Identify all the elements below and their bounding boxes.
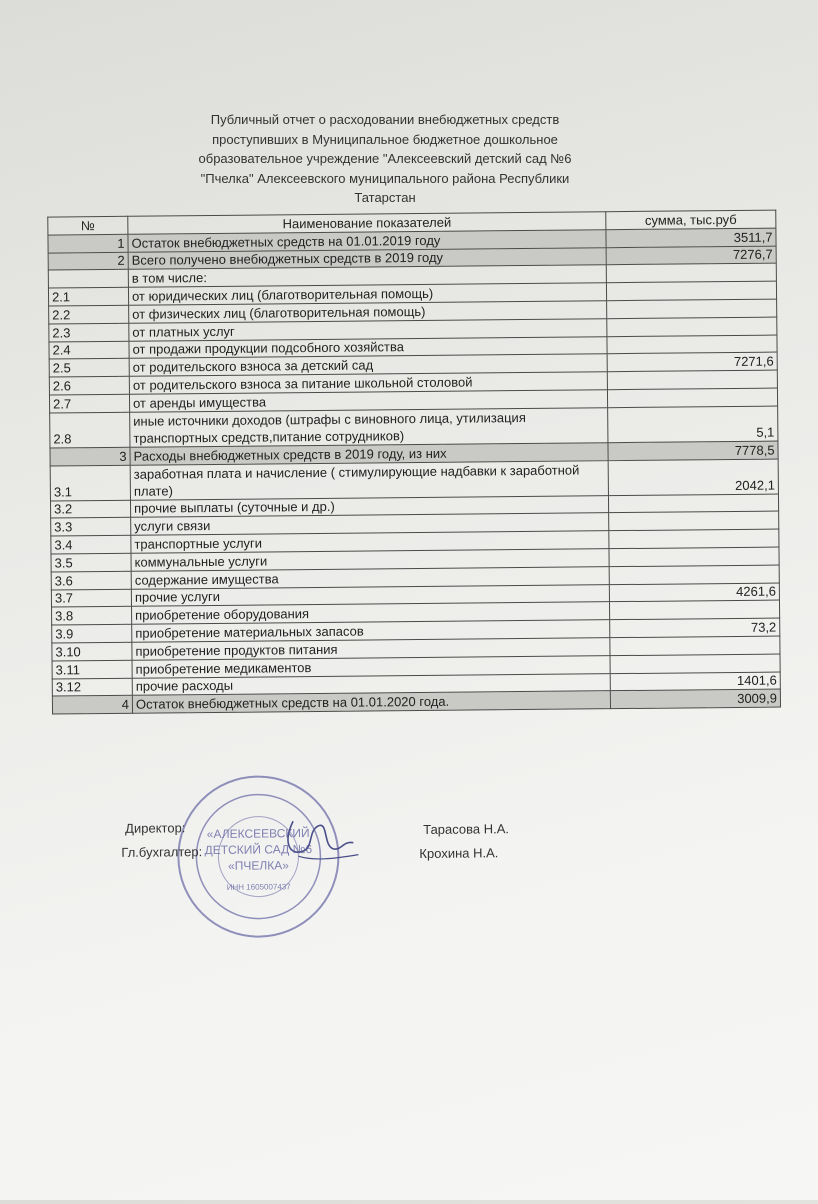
row-number: 3.2 bbox=[50, 500, 130, 519]
row-number: 3.10 bbox=[52, 642, 132, 661]
row-number: 2.8 bbox=[50, 412, 130, 448]
header-sum: сумма, тыс.руб bbox=[606, 210, 776, 229]
row-name: заработная плата и начисление ( стимулирующие надбавки к заработной плате) bbox=[130, 460, 608, 500]
row-name: Остаток внебюджетных средств на 01.01.2019 году bbox=[128, 229, 606, 251]
title-line: проступивших в Муниципальное бюджетное дошкольное bbox=[212, 131, 558, 147]
row-sum: 7778,5 bbox=[608, 441, 778, 460]
row-name: в том числе: bbox=[128, 265, 606, 287]
row-name: приобретение оборудования bbox=[132, 602, 610, 624]
director-label: Директор: bbox=[125, 820, 186, 836]
row-name: Всего получено внебюджетных средств в 2019 году bbox=[128, 247, 606, 269]
row-sum bbox=[607, 388, 777, 407]
row-name: от продажи продукции подсобного хозяйства bbox=[129, 336, 607, 358]
row-number: 2.1 bbox=[48, 287, 128, 306]
stamp-line-1: «АЛЕКСЕЕВСКИЙ bbox=[206, 826, 310, 842]
row-number: 3.5 bbox=[51, 553, 131, 572]
row-name: от аренды имущества bbox=[129, 390, 607, 412]
row-sum bbox=[607, 317, 777, 336]
row-sum bbox=[608, 494, 778, 513]
row-number bbox=[48, 270, 128, 289]
row-number: 4 bbox=[52, 696, 132, 715]
row-sum: 7276,7 bbox=[606, 246, 776, 265]
row-sum bbox=[609, 565, 779, 584]
row-number: 2.4 bbox=[49, 341, 129, 360]
row-number: 2.7 bbox=[49, 394, 129, 413]
row-number: 3.11 bbox=[52, 660, 132, 679]
title-line: Публичный отчет о расходовании внебюджетных средств bbox=[210, 112, 560, 127]
row-number: 2.6 bbox=[49, 376, 129, 395]
row-name: приобретение медикаментов bbox=[132, 655, 610, 677]
stamp-inn: ИНН 1605007437 bbox=[226, 882, 291, 892]
row-number: 3.9 bbox=[52, 624, 132, 643]
accountant-name: Крохина Н.А. bbox=[419, 845, 499, 862]
row-name: приобретение продуктов питания bbox=[132, 638, 610, 660]
row-number: 3.4 bbox=[51, 535, 131, 554]
row-name: иные источники доходов (штрафы с виновного лица, утилизация транспортных средств,питание сотрудников) bbox=[130, 407, 608, 447]
row-name: от родительского взноса за питание школьной столовой bbox=[129, 372, 607, 394]
row-name: прочие расходы bbox=[132, 673, 610, 695]
row-name: прочие выплаты (суточные и др.) bbox=[131, 495, 609, 517]
row-name: приобретение материальных запасов bbox=[132, 620, 610, 642]
row-name: от родительского взноса за детский сад bbox=[129, 354, 607, 376]
row-sum: 1401,6 bbox=[610, 672, 780, 691]
row-number: 3.3 bbox=[51, 518, 131, 537]
row-number: 3 bbox=[50, 447, 130, 466]
title-line: Татарстан bbox=[354, 190, 416, 205]
row-sum bbox=[610, 600, 780, 619]
row-number: 1 bbox=[48, 234, 128, 253]
row-name: от платных услуг bbox=[129, 318, 607, 340]
row-number: 2.3 bbox=[49, 323, 129, 342]
row-name: содержание имущества bbox=[131, 566, 609, 588]
header-name: Наименование показателей bbox=[128, 212, 606, 234]
row-sum bbox=[610, 636, 780, 655]
handwritten-signature bbox=[273, 811, 364, 872]
title-line: "Пчелка" Алексеевского муниципального района Республики bbox=[200, 170, 570, 186]
row-sum bbox=[609, 547, 779, 566]
row-sum: 5,1 bbox=[608, 406, 778, 443]
row-name: Остаток внебюджетных средств на 01.01.2020 года. bbox=[132, 691, 610, 713]
row-number: 3.8 bbox=[52, 607, 132, 626]
row-number: 2.2 bbox=[49, 305, 129, 324]
row-sum bbox=[607, 299, 777, 318]
row-name: услуги связи bbox=[131, 513, 609, 535]
director-name: Тарасова Н.А. bbox=[423, 821, 510, 837]
row-sum: 3009,9 bbox=[610, 689, 780, 708]
stamp-line-2: ДЕТСКИЙ САД №6 bbox=[204, 842, 313, 858]
row-sum: 3511,7 bbox=[606, 228, 776, 247]
row-sum bbox=[609, 511, 779, 530]
row-sum: 73,2 bbox=[610, 618, 780, 637]
row-number: 3.6 bbox=[51, 571, 131, 590]
row-sum bbox=[607, 335, 777, 354]
row-name: Расходы внебюджетных средств в 2019 году, из них bbox=[130, 442, 608, 464]
row-sum: 2042,1 bbox=[608, 459, 778, 496]
row-sum bbox=[607, 370, 777, 389]
row-number: 3.1 bbox=[50, 465, 130, 501]
report-table bbox=[47, 210, 781, 715]
stamp-line-3: «ПЧЕЛКА» bbox=[228, 858, 289, 873]
row-name: от юридических лиц (благотворительная помощь) bbox=[128, 283, 606, 305]
row-number: 2.5 bbox=[49, 359, 129, 378]
row-number: 2 bbox=[48, 252, 128, 271]
row-sum: 4261,6 bbox=[609, 583, 779, 602]
row-name: прочие услуги bbox=[131, 584, 609, 606]
row-sum bbox=[609, 529, 779, 548]
header-num: № bbox=[48, 216, 128, 235]
row-sum bbox=[606, 281, 776, 300]
title-line: образовательное учреждение "Алексеевский детский сад №6 bbox=[198, 151, 572, 166]
row-name: транспортные услуги bbox=[131, 531, 609, 553]
row-number: 3.7 bbox=[51, 589, 131, 608]
row-name: коммунальные услуги bbox=[131, 549, 609, 571]
accountant-label: Гл.бухгалтер: bbox=[121, 844, 203, 860]
row-name: от физических лиц (благотворительная помощь) bbox=[129, 301, 607, 323]
row-sum: 7271,6 bbox=[607, 352, 777, 371]
row-sum bbox=[606, 263, 776, 282]
row-number: 3.12 bbox=[52, 678, 132, 697]
row-sum bbox=[610, 654, 780, 673]
